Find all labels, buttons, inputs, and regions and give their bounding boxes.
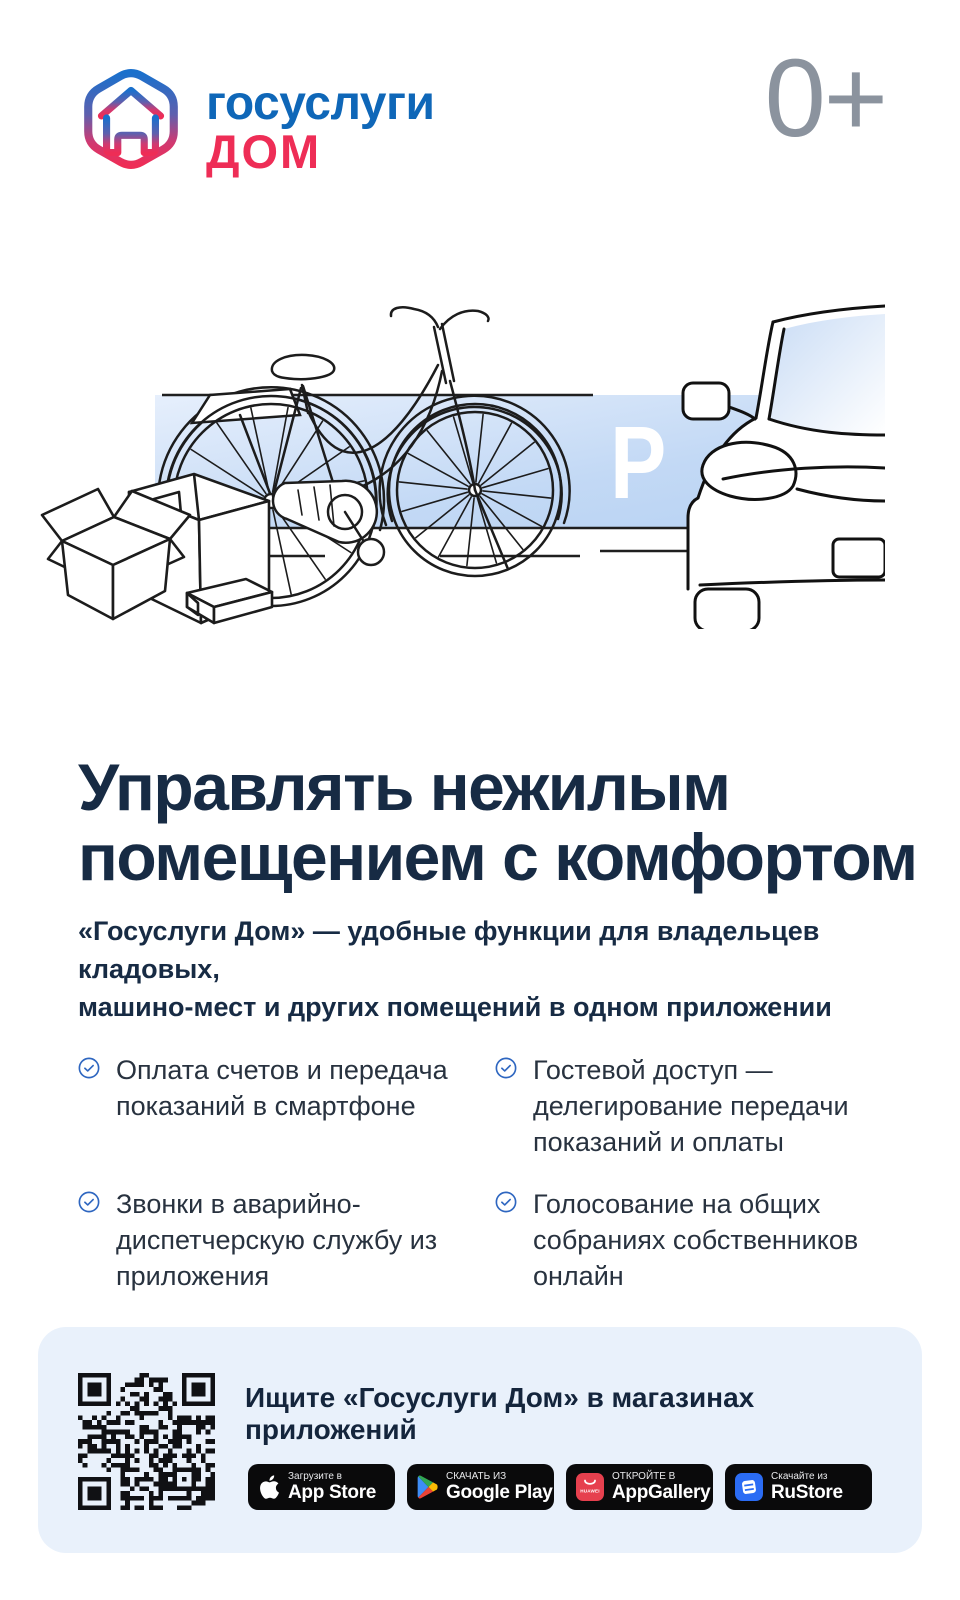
gosuslugi-dom-logo-icon <box>75 62 187 176</box>
badge-store: Google Play <box>446 1482 553 1503</box>
page-subtitle-line2: машино-мест и других помещений в одном приложении <box>78 992 832 1022</box>
feature-item-guest-access <box>495 1052 890 1160</box>
feature-text: Оплата счетов и передача показаний в смартфоне <box>116 1055 448 1121</box>
app-store-badge[interactable] <box>248 1464 395 1510</box>
age-rating: 0+ <box>764 37 886 160</box>
badge-action: Скачайте из <box>771 1471 828 1482</box>
store-badges <box>248 1464 872 1510</box>
download-title: Ищите «Госуслуги Дом» в магазинах приложений <box>245 1382 755 1445</box>
google-play-icon <box>417 1475 438 1499</box>
badge-store: AppGallery <box>612 1482 711 1503</box>
badge-action: ОТКРОЙТЕ В <box>612 1471 676 1482</box>
car-illustration <box>683 306 885 629</box>
check-circle-icon <box>78 1057 100 1079</box>
badge-action: СКАЧАТЬ ИЗ <box>446 1471 507 1482</box>
wordmark-gosuslugi: госуслуги <box>206 77 435 130</box>
wordmark-dom: ДОМ <box>206 125 322 178</box>
feature-item-emergency-calls <box>78 1186 495 1294</box>
check-circle-icon <box>495 1191 517 1213</box>
feature-item-payments <box>78 1052 495 1160</box>
download-panel <box>38 1327 922 1553</box>
feature-text: Голосование на общих собраниях собственников онлайн <box>533 1189 859 1291</box>
check-circle-icon <box>78 1191 100 1213</box>
rustore-badge[interactable] <box>725 1464 872 1510</box>
page-subtitle <box>78 912 898 1026</box>
feature-text: Гостевой доступ — делегирование передачи показаний и оплаты <box>533 1055 849 1157</box>
feature-text: Звонки в аварийно-диспетчерскую службу из приложения <box>116 1189 438 1291</box>
badge-store: App Store <box>288 1482 377 1503</box>
storage-parking-illustration <box>40 293 885 629</box>
feature-item-voting <box>495 1186 890 1294</box>
appgallery-badge[interactable] <box>566 1464 713 1510</box>
rustore-icon <box>735 1473 763 1501</box>
apple-icon <box>258 1474 280 1500</box>
page-subtitle-line1: «Госуслуги Дом» — удобные функции для владельцев кладовых, <box>78 916 820 984</box>
cardboard-boxes-illustration <box>42 474 272 623</box>
badge-store: RuStore <box>771 1482 843 1503</box>
google-play-badge[interactable] <box>407 1464 554 1510</box>
huawei-appgallery-icon <box>576 1473 604 1501</box>
page-title-line1: Управлять нежилым <box>78 750 730 824</box>
feature-list <box>78 1052 890 1294</box>
badge-action: Загрузите в <box>288 1471 342 1482</box>
svg-text:HUAWEI: HUAWEI <box>580 1488 600 1494</box>
parking-letter: P <box>610 405 667 520</box>
check-circle-icon <box>495 1057 517 1079</box>
page-title-line2: помещением с комфортом <box>78 820 917 894</box>
qr-code <box>78 1373 215 1510</box>
page-title <box>78 752 917 892</box>
